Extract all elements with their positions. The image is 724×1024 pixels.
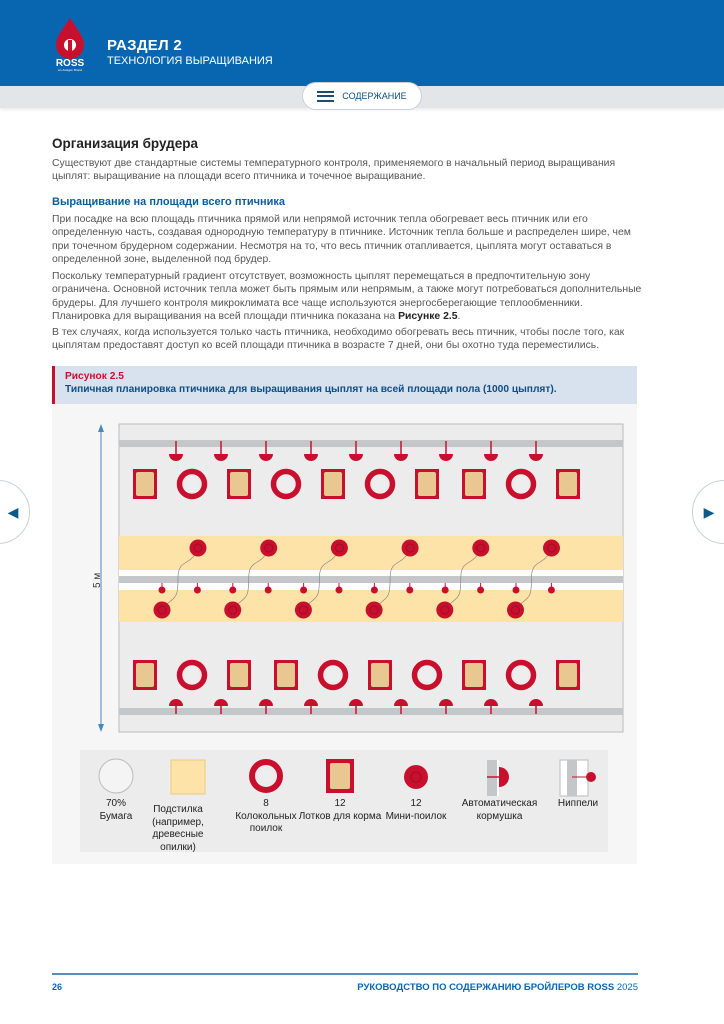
arrow-left-icon: ◀	[7, 503, 19, 520]
tray-feed	[230, 663, 248, 687]
nipple	[406, 587, 413, 594]
feeder-tray	[556, 469, 580, 499]
feeder-tray	[227, 660, 251, 690]
tray-feed	[559, 663, 577, 687]
nipple-icon	[560, 760, 596, 796]
bell-drinker-icon	[252, 762, 280, 790]
arrow-down-icon	[98, 724, 104, 732]
footer-title	[357, 982, 638, 993]
mini-drinker	[543, 540, 560, 557]
legend-bell-value: 8	[263, 798, 269, 809]
paragraph-3: В тех случаях, когда используется только часть птичника, необходимо обогревать весь птичник, чтобы после того, как цыплятам предоставят доступ ко всей площади птичника в возрасте 7 дней, они бы охотно туда переместились.	[52, 327, 625, 352]
legend-nipples	[538, 798, 618, 811]
feeder-tray	[227, 469, 251, 499]
mini-drinker	[472, 540, 489, 557]
legend	[80, 750, 608, 852]
tray-feed	[465, 663, 483, 687]
mini-drinker	[331, 540, 348, 557]
paper-icon	[99, 759, 133, 793]
tray-feed	[230, 472, 248, 496]
legend-icons	[80, 750, 608, 800]
section-number: РАЗДЕЛ 2	[107, 37, 183, 54]
drinker-center	[514, 477, 528, 491]
arrow-right-icon: ▶	[703, 503, 715, 520]
tray-feed	[136, 472, 154, 496]
paragraph-1: При посадке на всю площадь птичника прямой или непрямой источник тепла обогревает весь птичник или его определенную часть, создавая однородную температуру в птичнике. Источник тепла больше и распределен шире, чем при точечном брудерном содержании. Несмотря на то, что весь птичник отапливается, цыплята могут оставаться в определенной зоне, выделенной под брудер.	[52, 214, 631, 265]
feeder-tray	[368, 660, 392, 690]
tray-feed	[418, 472, 436, 496]
feeder-line-top	[119, 440, 623, 447]
footer-divider	[52, 973, 638, 975]
nipple	[477, 587, 484, 594]
legend-nipples-label: Ниппели	[557, 798, 599, 809]
tray-feed	[465, 472, 483, 496]
drinker-center	[279, 477, 293, 491]
figure-caption: Типичная планировка птичника для выращивания цыплят на всей площади пола (1000 цыплят).	[65, 384, 557, 395]
legend-paper-value: 70%	[105, 798, 126, 809]
pan-feeder-icon	[487, 760, 509, 796]
feeder-tray	[462, 469, 486, 499]
mini-drinker	[507, 602, 524, 619]
arrow-up-icon	[98, 424, 104, 432]
contents-label: СОДЕРЖАНИЕ	[342, 91, 407, 101]
svg-text:ROSS: ROSS	[55, 58, 85, 69]
figure-reference: Рисунке 2.5	[398, 310, 458, 322]
legend-trays-value: 12	[334, 798, 346, 809]
nipple	[513, 587, 520, 594]
legend-paper-label: Бумага	[99, 810, 133, 822]
mini-drinker	[366, 602, 383, 619]
feeder-tray-icon	[326, 759, 354, 793]
subsection-title: Выращивание на площади всего птичника	[52, 196, 286, 208]
mini-drinker	[224, 602, 241, 619]
mini-drinker	[436, 602, 453, 619]
legend-bell-label: Колокольных поилок	[235, 810, 297, 834]
mini-drinker	[402, 540, 419, 557]
drinker-center	[373, 477, 387, 491]
tray-feed	[277, 663, 295, 687]
nipple	[229, 587, 236, 594]
legend-trays-label: Лотков для корма	[298, 810, 382, 822]
feeder-tray	[415, 469, 439, 499]
feeder-tray	[321, 469, 345, 499]
section-title: ТЕХНОЛОГИЯ ВЫРАЩИВАНИЯ	[107, 55, 273, 67]
mini-drinker	[295, 602, 312, 619]
paragraph-2-text: Поскольку температурный градиент отсутствует, возможность цыплят перемещаться в предпочтительную зону ограничена. Основной источник тепла может быть прямым или непрямым, а также могут потребоваться дополнительные брудеры. Для лучшего контроля микроклимата все чаще используются энергосберегающие теплообменники. Планировка для выращивания на всей площади птичника показана на	[52, 271, 642, 322]
nipple	[442, 587, 449, 594]
tray-feed	[371, 663, 389, 687]
feeder-tray	[556, 660, 580, 690]
intro-text: Существуют две стандартные системы температурного контроля, применяемого в начальный период выращивания цыплят: выращивание на площади всего птичника и точечное выращивание.	[52, 158, 616, 183]
nipple	[371, 587, 378, 594]
figure-label: Рисунок 2.5	[65, 371, 124, 382]
drinker-center	[185, 668, 199, 682]
tray-feed	[324, 472, 342, 496]
nipple	[265, 587, 272, 594]
drinker-center	[420, 668, 434, 682]
tray-feed	[136, 663, 154, 687]
nipple	[336, 587, 343, 594]
legend-mini-drinkers	[371, 798, 461, 823]
nipple-line	[119, 576, 623, 583]
feeder-line-bottom	[119, 708, 623, 715]
mini-drinker	[154, 602, 171, 619]
nipple	[159, 587, 166, 594]
footer-year: 2025	[616, 982, 638, 993]
page-title: Организация брудера	[52, 136, 199, 151]
drinker-center	[326, 668, 340, 682]
tray-feed	[559, 472, 577, 496]
feeder-tray	[133, 469, 157, 499]
dimension-label: 5 м	[92, 572, 103, 588]
drinker-center	[514, 668, 528, 682]
footer-title-text: РУКОВОДСТВО ПО СОДЕРЖАНИЮ БРОЙЛЕРОВ ROSS	[357, 982, 615, 993]
feeder-tray	[274, 660, 298, 690]
mini-drinker	[190, 540, 207, 557]
nipple	[300, 587, 307, 594]
legend-mini-value: 12	[410, 798, 422, 809]
svg-text:An Aviagen Brand: An Aviagen Brand	[58, 68, 82, 72]
nipple	[548, 587, 555, 594]
mini-drinker-icon	[404, 765, 428, 789]
legend-mini-label: Мини-поилок	[385, 810, 447, 822]
legend-litter-label: Подстилка (например, древесные опилки)	[152, 804, 204, 853]
feeder-tray	[462, 660, 486, 690]
legend-litter	[143, 804, 213, 854]
page-number: 26	[52, 982, 63, 992]
feeder-tray	[133, 660, 157, 690]
mini-drinker	[260, 540, 277, 557]
legend-pan-feeder	[452, 798, 547, 823]
legend-pan-label: Автоматическая кормушка	[461, 798, 538, 822]
drinker-center	[185, 477, 199, 491]
nipple	[194, 587, 201, 594]
litter-icon	[171, 760, 205, 794]
paragraph-2-end: .	[457, 310, 461, 322]
